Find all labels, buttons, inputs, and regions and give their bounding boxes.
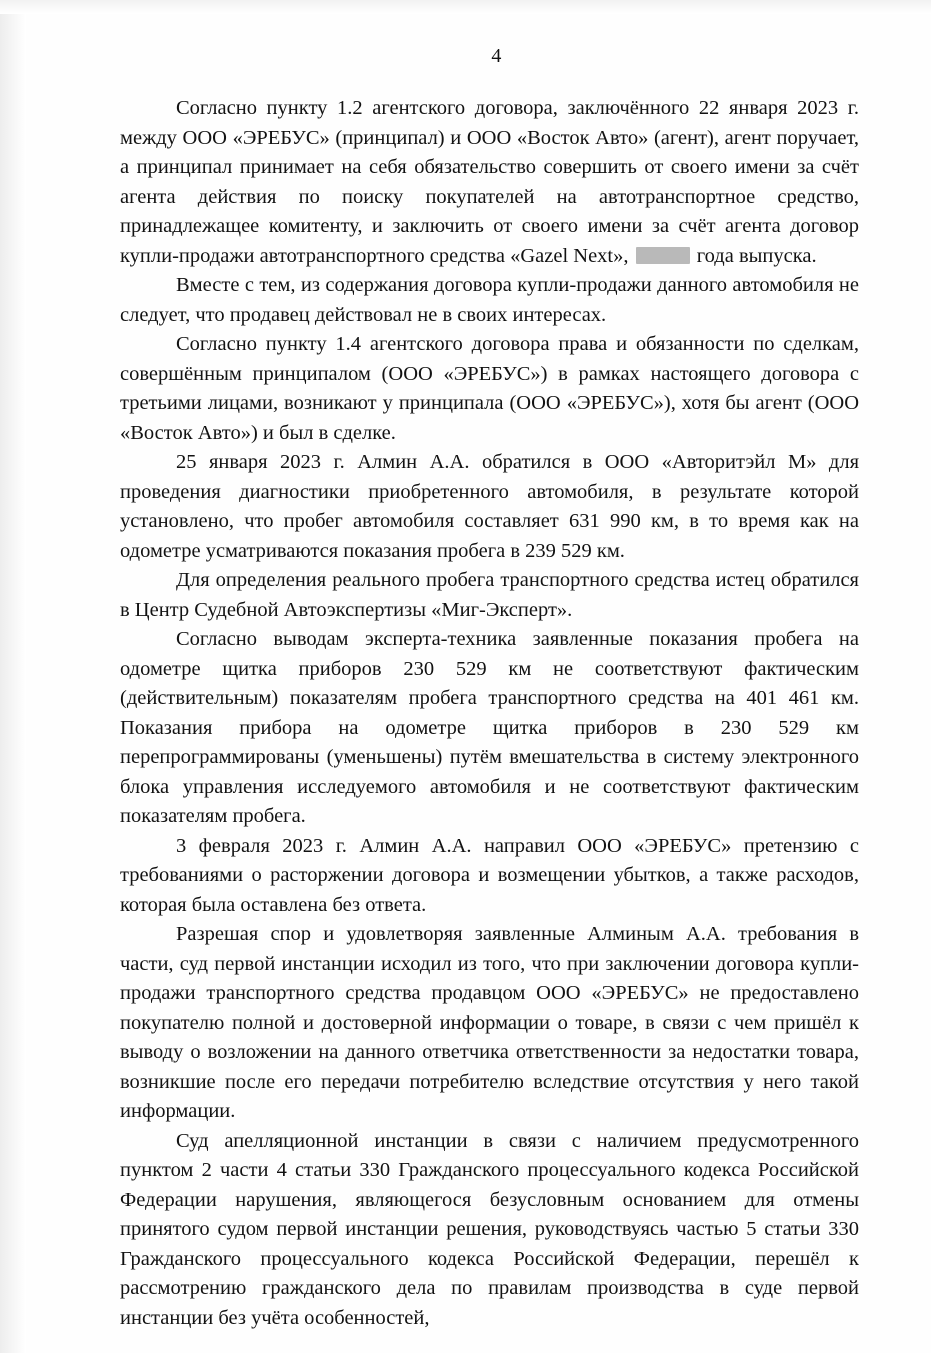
paragraph: Суд апелляционной инстанции в связи с наличием предусмотренного пунктом 2 части 4 статьи 330 Гражданского процессуального кодекса Российской Федерации нарушения, являющегося безусловным основанием для отмены принятого судом первой инстанции решения, руководствуясь частью 5 статьи 330 Гражданского процессуального кодекса Российской Федерации, перешёл к рассмотрению гражданского дела по правилам производства в суде первой инстанции без учёта особенностей, [120, 1129, 859, 1329]
redaction-block [636, 247, 690, 264]
paragraph: 25 января 2023 г. Алмин А.А. обратился в ООО «Авторитэйл М» для проведения диагностики приобретенного автомобиля, в результате которой установлено, что пробег автомобиля составляет 631 990 км, в то время как на одометре усматриваются показания пробега в 239 529 км. [120, 451, 859, 562]
document-body [120, 94, 859, 1333]
page-number: 4 [491, 45, 502, 67]
paragraph: Вместе с тем, из содержания договора купли-продажи данного автомобиля не следует, что продавец действовал не в своих интересах. [120, 274, 859, 326]
scan-edge-top [0, 0, 931, 14]
paragraph: Согласно пункту 1.2 агентского договора, заключённого 22 января 2023 г. между ООО «ЭРЕБУС» (принципал) и ООО «Восток Авто» (агент), агент поручает, а принципал принимает на себя обязательство совершить от своего имени за счёт агента действия по поиску покупателей на автотранспортное средство, принадлежащее комитенту, и заключить от своего имени за счёт агента договор купли-продажи автотранспортного средства «Gazel Next», года выпуска. [120, 97, 859, 267]
scan-edge-left [0, 0, 26, 1353]
paragraph: 3 февраля 2023 г. Алмин А.А. направил ООО «ЭРЕБУС» претензию с требованиями о расторжении договора и возмещении убытков, а также расходов, которая была оставлена без ответа. [120, 834, 859, 916]
paragraph: Для определения реального пробега транспортного средства истец обратился в Центр Судебной Автоэкспертизы «Миг-Эксперт». [120, 569, 859, 621]
paragraph: Разрешая спор и удовлетворяя заявленные Алминым А.А. требования в части, суд первой инстанции исходил из того, что при заключении договора купли-продажи транспортного средства продавцом ООО «ЭРЕБУС» не предоставлено покупателю полной и достоверной информации о товаре, в связи с чем пришёл к выводу о возложении на данного ответчика ответственности за недостатки товара, возникшие после его передачи потребителю вследствие отсутствия у него такой информации. [120, 923, 859, 1122]
paragraph: Согласно выводам эксперта-техника заявленные показания пробега на одометре щитка приборов 230 529 км не соответствуют фактическим (действительным) показателям пробега транспортного средства на 401 461 км. Показания прибора на одометре щитка приборов в 230 529 км перепрограммированы (уменьшены) путём вмешательства в систему электронного блока управления исследуемого автомобиля и не соответствуют фактическим показателям пробега. [120, 628, 859, 827]
paragraph: Согласно пункту 1.4 агентского договора права и обязанности по сделкам, совершённым принципалом (ООО «ЭРЕБУС») в рамках настоящего договора с третьими лицами, возникают у принципала (ООО «ЭРЕБУС»), хотя бы агент (ООО «Восток Авто») и был в сделке. [120, 333, 859, 444]
